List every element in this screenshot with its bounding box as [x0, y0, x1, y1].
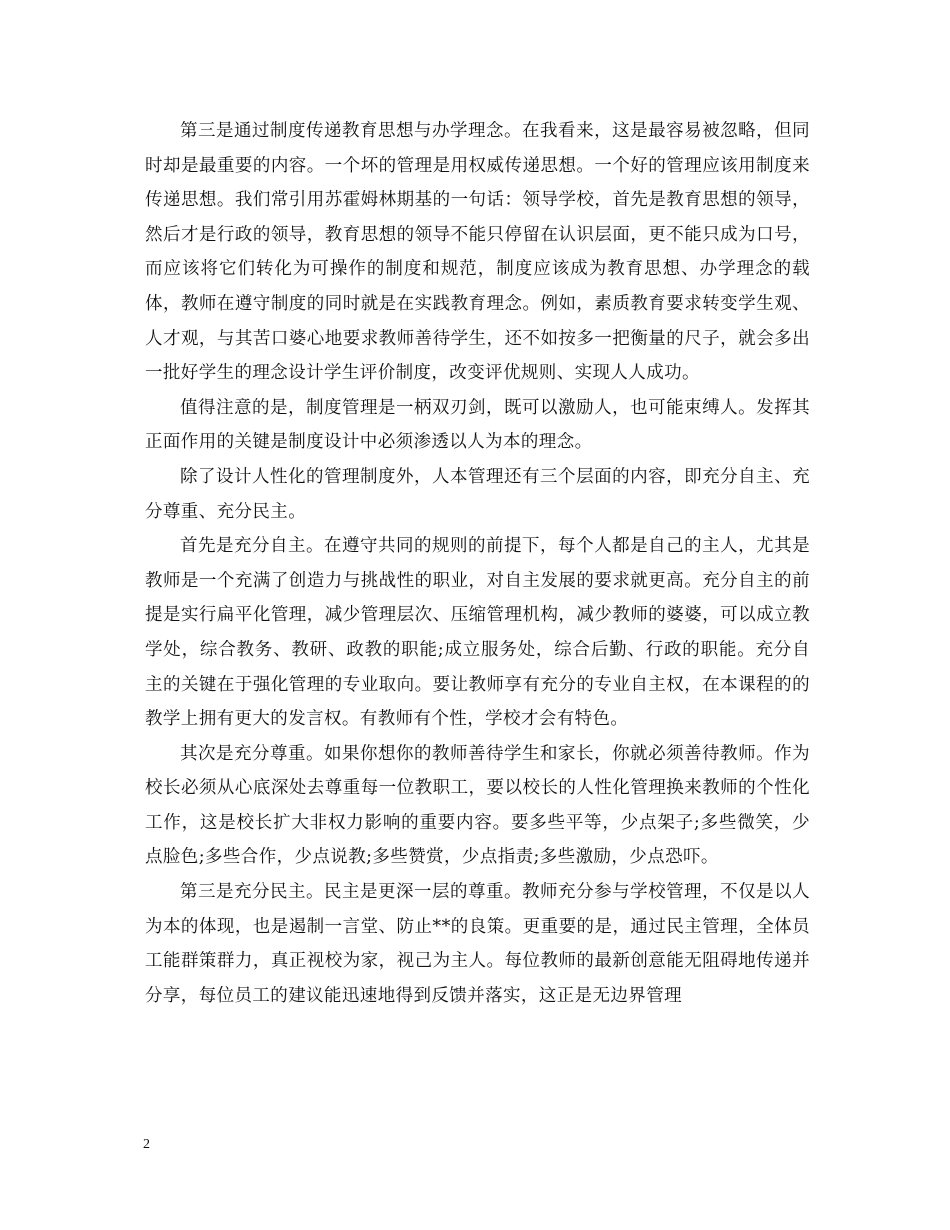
paragraph-2: 值得注意的是，制度管理是一柄双刃剑，既可以激励人，也可能束缚人。发挥其正面作用的关键是制度设计中必须渗透以人为本的理念。: [145, 397, 810, 453]
paragraph-3: 除了设计人性化的管理制度外，人本管理还有三个层面的内容，即充分自主、充分尊重、充分民主。: [145, 466, 810, 522]
paragraph-6: 第三是充分民主。民主是更深一层的尊重。教师充分参与学校管理，不仅是以人为本的体现，也是遏制一言堂、防止**的良策。更重要的是，通过民主管理，全体员工能群策群力，真正视校为家，视己为主人。每位教师的最新创意能无阻碍地传递并分享，每位员工的建议能迅速地得到反馈并落实，这正是无边界管理: [145, 882, 810, 1006]
page-number: 2: [143, 1137, 150, 1152]
document-body: [145, 114, 810, 1013]
paragraph-4: 首先是充分自主。在遵守共同的规则的前提下，每个人都是自己的主人，尤其是教师是一个充满了创造力与挑战性的职业，对自主发展的要求就更高。充分自主的前提是实行扁平化管理，减少管理层次、压缩管理机构，减少教师的婆婆，可以成立教学处，综合教务、教研、政教的职能;成立服务处，综合后勤、行政的职能。充分自主的关键在于强化管理的专业取向。要让教师享有充分的专业自主权，在本课程的的教学上拥有更大的发言权。有教师有个性，学校才会有特色。: [145, 536, 810, 730]
paragraph-5: 其次是充分尊重。如果你想你的教师善待学生和家长，你就必须善待教师。作为校长必须从心底深处去尊重每一位教职工，要以校长的人性化管理换来教师的个性化工作，这是校长扩大非权力影响的重要内容。要多些平等，少点架子;多些微笑，少点脸色;多些合作，少点说教;多些赞赏，少点指责;多些激励，少点恐吓。: [145, 743, 810, 868]
paragraph-1: 第三是通过制度传递教育思想与办学理念。在我看来，这是最容易被忽略，但同时却是最重要的内容。一个坏的管理是用权威传递思想。一个好的管理应该用制度来传递思想。我们常引用苏霍姆林期基的一句话：领导学校，首先是教育思想的领导，然后才是行政的领导，教育思想的领导不能只停留在认识层面，更不能只成为口号，而应该将它们转化为可操作的制度和规范，制度应该成为教育思想、办学理念的载体，教师在遵守制度的同时就是在实践教育理念。例如，素质教育要求转变学生观、人才观，与其苦口婆心地要求教师善待学生，还不如按多一把衡量的尺子，就会多出一批好学生的理念设计学生评价制度，改变评优规则、实现人人成功。: [145, 121, 810, 384]
